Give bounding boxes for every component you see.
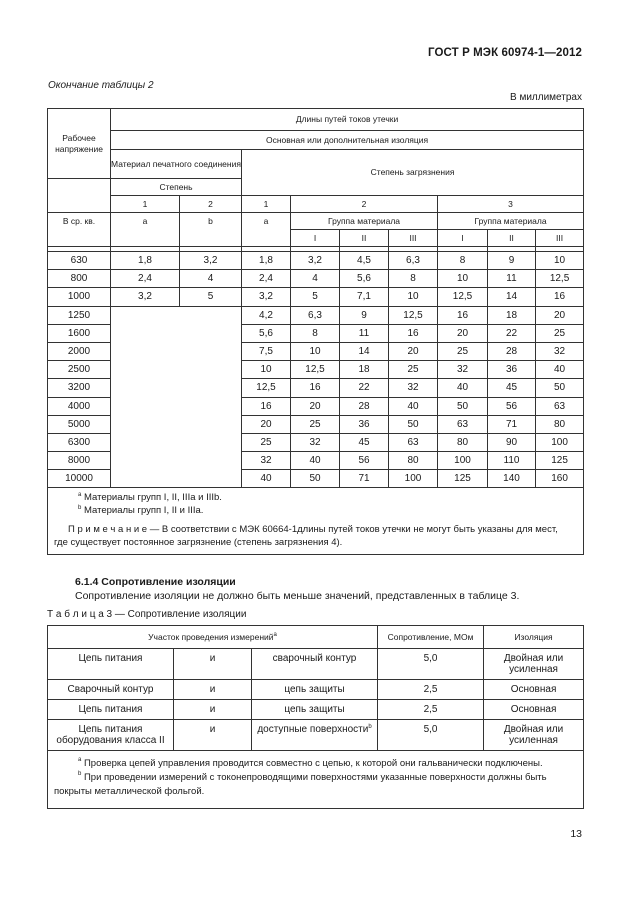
value-cell: 32 bbox=[242, 452, 291, 470]
value-cell: 40 bbox=[291, 452, 340, 470]
value-cell: 90 bbox=[488, 433, 536, 451]
voltage-cell: 8000 bbox=[48, 452, 111, 470]
page-number: 13 bbox=[570, 828, 582, 840]
value-cell: 7,1 bbox=[340, 288, 389, 306]
header-voltage: Рабочее напряжение bbox=[48, 109, 111, 179]
voltage-cell: 800 bbox=[48, 270, 111, 288]
voltage-cell: 10000 bbox=[48, 470, 111, 488]
value-cell: 80 bbox=[536, 415, 584, 433]
voltage-cell: 1000 bbox=[48, 288, 111, 306]
value-cell: 2,4 bbox=[242, 270, 291, 288]
section-text: Сопротивление изоляции не должно быть меньше значений, представленных в таблице 3. bbox=[75, 590, 520, 602]
value-cell: 16 bbox=[291, 379, 340, 397]
circuit-from-cell: Сварочный контур bbox=[48, 680, 174, 700]
value-cell: 12,5 bbox=[536, 270, 584, 288]
value-cell: 16 bbox=[536, 288, 584, 306]
value-cell: 80 bbox=[438, 433, 488, 451]
value-cell: 56 bbox=[488, 397, 536, 415]
header-group-II: II bbox=[488, 230, 536, 247]
circuit-to-cell: цепь защиты bbox=[252, 680, 378, 700]
value-cell: 6,3 bbox=[291, 306, 340, 324]
header-degree: Степень bbox=[111, 179, 242, 196]
value-cell: 160 bbox=[536, 470, 584, 488]
value-cell: 25 bbox=[389, 361, 438, 379]
value-cell: 18 bbox=[488, 306, 536, 324]
header-group-III: III bbox=[536, 230, 584, 247]
value-cell: 20 bbox=[438, 324, 488, 342]
resistance-cell: 2,5 bbox=[378, 680, 484, 700]
circuit-to-cell: цепь защиты bbox=[252, 700, 378, 720]
value-cell: 4 bbox=[180, 270, 242, 288]
value-cell: 2,4 bbox=[111, 270, 180, 288]
header-material-group-2: Группа материала bbox=[291, 213, 438, 230]
header-pollution: Степень загрязнения bbox=[242, 150, 584, 196]
value-cell: 63 bbox=[536, 397, 584, 415]
table3-footnote-a: $^a$ Проверка цепей управления проводится совместно с цепью, к которой они гальванически подключены. bbox=[78, 757, 543, 769]
header-group-II: II bbox=[340, 230, 389, 247]
table3-footnote-b: $^b$ При проведении измерений с токонепроводящими поверхностями указанные поверхности должны быть покрыты металлической фольгой. bbox=[54, 770, 547, 797]
value-cell: 25 bbox=[291, 415, 340, 433]
value-cell: 14 bbox=[340, 342, 389, 360]
value-cell: 16 bbox=[242, 397, 291, 415]
table-row bbox=[48, 680, 584, 700]
value-cell: 5 bbox=[291, 288, 340, 306]
value-cell: 12,5 bbox=[291, 361, 340, 379]
header-col-2: 2 bbox=[180, 196, 242, 213]
conjunction-cell: и bbox=[174, 680, 252, 700]
value-cell: 10 bbox=[291, 342, 340, 360]
value-cell: 50 bbox=[536, 379, 584, 397]
value-cell: 125 bbox=[536, 452, 584, 470]
header-pollution-2: 2 bbox=[291, 196, 438, 213]
table3-caption: Т а б л и ц а 3 — Сопротивление изоляции bbox=[47, 609, 247, 620]
value-cell: 100 bbox=[389, 470, 438, 488]
insulation-cell: Двойная или усиленная bbox=[484, 649, 584, 680]
header-b: b bbox=[180, 213, 242, 247]
header-group-I: I bbox=[438, 230, 488, 247]
units-label: В миллиметрах bbox=[510, 92, 582, 103]
voltage-cell: 6300 bbox=[48, 433, 111, 451]
value-cell: 32 bbox=[389, 379, 438, 397]
voltage-cell: 2000 bbox=[48, 342, 111, 360]
value-cell: 5,6 bbox=[242, 324, 291, 342]
resistance-cell: 5,0 bbox=[378, 720, 484, 751]
value-cell: 71 bbox=[488, 415, 536, 433]
value-cell: 36 bbox=[488, 361, 536, 379]
value-cell: 28 bbox=[488, 342, 536, 360]
header-measurement-section: Участок проведения измерений$^a$ bbox=[48, 626, 378, 649]
value-cell: 63 bbox=[389, 433, 438, 451]
insulation-resistance-table bbox=[47, 625, 584, 809]
header-voltage-unit: В ср. кв. bbox=[48, 213, 111, 247]
value-cell: 22 bbox=[340, 379, 389, 397]
value-cell: 12,5 bbox=[242, 379, 291, 397]
value-cell: 3,2 bbox=[242, 288, 291, 306]
value-cell: 40 bbox=[389, 397, 438, 415]
header-creepage: Длины путей токов утечки bbox=[111, 109, 584, 131]
voltage-cell: 3200 bbox=[48, 379, 111, 397]
header-pcb-material: Материал печатного соединения bbox=[111, 150, 242, 179]
value-cell: 3,2 bbox=[180, 252, 242, 270]
value-cell: 20 bbox=[242, 415, 291, 433]
circuit-from-cell: Цепь питания bbox=[48, 700, 174, 720]
insulation-cell: Основная bbox=[484, 680, 584, 700]
value-cell: 1,8 bbox=[242, 252, 291, 270]
table-continuation-label: Окончание таблицы 2 bbox=[48, 80, 154, 91]
value-cell: 56 bbox=[340, 452, 389, 470]
value-cell: 63 bbox=[438, 415, 488, 433]
value-cell: 8 bbox=[389, 270, 438, 288]
value-cell: 32 bbox=[291, 433, 340, 451]
header-pollution-1: 1 bbox=[242, 196, 291, 213]
value-cell: 11 bbox=[488, 270, 536, 288]
value-cell: 11 bbox=[340, 324, 389, 342]
value-cell: 25 bbox=[536, 324, 584, 342]
value-cell: 28 bbox=[340, 397, 389, 415]
value-cell: 45 bbox=[340, 433, 389, 451]
value-cell: 12,5 bbox=[438, 288, 488, 306]
creepage-table bbox=[47, 108, 584, 555]
value-cell: 50 bbox=[389, 415, 438, 433]
table-row bbox=[48, 288, 584, 306]
value-cell: 50 bbox=[291, 470, 340, 488]
value-cell: 8 bbox=[291, 324, 340, 342]
resistance-cell: 2,5 bbox=[378, 700, 484, 720]
section-title: 6.1.4 Сопротивление изоляции bbox=[75, 576, 236, 588]
table-note: П р и м е ч а н и е — В соответствии с МЭК 60664-1длины путей токов утечки не могут быть указаны для мест, где существует постоянное загрязнение (степень загрязнения 4). bbox=[54, 524, 558, 548]
header-a-2: a bbox=[242, 213, 291, 247]
voltage-cell: 4000 bbox=[48, 397, 111, 415]
voltage-cell: 2500 bbox=[48, 361, 111, 379]
voltage-cell: 1250 bbox=[48, 306, 111, 324]
value-cell: 50 bbox=[438, 397, 488, 415]
value-cell: 10 bbox=[389, 288, 438, 306]
resistance-cell: 5,0 bbox=[378, 649, 484, 680]
value-cell: 16 bbox=[438, 306, 488, 324]
header-resistance: Сопротивление, МОм bbox=[378, 626, 484, 649]
circuit-to-cell: сварочный контур bbox=[252, 649, 378, 680]
value-cell: 16 bbox=[389, 324, 438, 342]
value-cell: 12,5 bbox=[389, 306, 438, 324]
conjunction-cell: и bbox=[174, 700, 252, 720]
value-cell: 4 bbox=[291, 270, 340, 288]
value-cell: 32 bbox=[438, 361, 488, 379]
value-cell: 125 bbox=[438, 470, 488, 488]
table-row bbox=[48, 306, 584, 324]
table-row bbox=[48, 700, 584, 720]
value-cell: 25 bbox=[242, 433, 291, 451]
value-cell: 45 bbox=[488, 379, 536, 397]
header-insulation: Основная или дополнительная изоляция bbox=[111, 131, 584, 150]
insulation-cell: Основная bbox=[484, 700, 584, 720]
value-cell: 22 bbox=[488, 324, 536, 342]
value-cell: 40 bbox=[438, 379, 488, 397]
table-row bbox=[48, 649, 584, 680]
voltage-cell: 5000 bbox=[48, 415, 111, 433]
value-cell: 71 bbox=[340, 470, 389, 488]
document-code: ГОСТ Р МЭК 60974-1—2012 bbox=[428, 47, 582, 59]
footnote-a: $^a$ Материалы групп I, II, IIIa и IIIb. bbox=[78, 492, 222, 504]
value-cell: 40 bbox=[242, 470, 291, 488]
value-cell: 4,2 bbox=[242, 306, 291, 324]
value-cell: 20 bbox=[291, 397, 340, 415]
voltage-cell: 1600 bbox=[48, 324, 111, 342]
circuit-from-cell: Цепь питания оборудования класса II bbox=[48, 720, 174, 751]
value-cell: 25 bbox=[438, 342, 488, 360]
value-cell: 9 bbox=[340, 306, 389, 324]
table-row bbox=[48, 720, 584, 751]
voltage-cell: 630 bbox=[48, 252, 111, 270]
value-cell: 3,2 bbox=[111, 288, 180, 306]
table-row bbox=[48, 270, 584, 288]
value-cell: 8 bbox=[438, 252, 488, 270]
value-cell: 100 bbox=[438, 452, 488, 470]
value-cell: 9 bbox=[488, 252, 536, 270]
value-cell: 32 bbox=[536, 342, 584, 360]
value-cell: 18 bbox=[340, 361, 389, 379]
value-cell: 5,6 bbox=[340, 270, 389, 288]
value-cell: 40 bbox=[536, 361, 584, 379]
value-cell: 7,5 bbox=[242, 342, 291, 360]
empty-cell bbox=[111, 306, 242, 488]
value-cell: 3,2 bbox=[291, 252, 340, 270]
value-cell: 80 bbox=[389, 452, 438, 470]
value-cell: 10 bbox=[242, 361, 291, 379]
header-group-I: I bbox=[291, 230, 340, 247]
value-cell: 5 bbox=[180, 288, 242, 306]
value-cell: 4,5 bbox=[340, 252, 389, 270]
header-col-1: 1 bbox=[111, 196, 180, 213]
header-a-1: a bbox=[111, 213, 180, 247]
table-row bbox=[48, 252, 584, 270]
header-insulation: Изоляция bbox=[484, 626, 584, 649]
footnote-b: $^b$ Материалы групп I, II и IIIa. bbox=[78, 505, 204, 517]
value-cell: 110 bbox=[488, 452, 536, 470]
insulation-cell: Двойная или усиленная bbox=[484, 720, 584, 751]
header-group-III: III bbox=[389, 230, 438, 247]
value-cell: 6,3 bbox=[389, 252, 438, 270]
conjunction-cell: и bbox=[174, 649, 252, 680]
conjunction-cell: и bbox=[174, 720, 252, 751]
value-cell: 20 bbox=[389, 342, 438, 360]
value-cell: 100 bbox=[536, 433, 584, 451]
value-cell: 14 bbox=[488, 288, 536, 306]
value-cell: 10 bbox=[438, 270, 488, 288]
value-cell: 36 bbox=[340, 415, 389, 433]
value-cell: 10 bbox=[536, 252, 584, 270]
value-cell: 1,8 bbox=[111, 252, 180, 270]
circuit-to-cell: доступные поверхности$^b$ bbox=[252, 720, 378, 751]
value-cell: 140 bbox=[488, 470, 536, 488]
value-cell: 20 bbox=[536, 306, 584, 324]
circuit-from-cell: Цепь питания bbox=[48, 649, 174, 680]
header-pollution-3: 3 bbox=[438, 196, 584, 213]
header-material-group-3: Группа материала bbox=[438, 213, 584, 230]
